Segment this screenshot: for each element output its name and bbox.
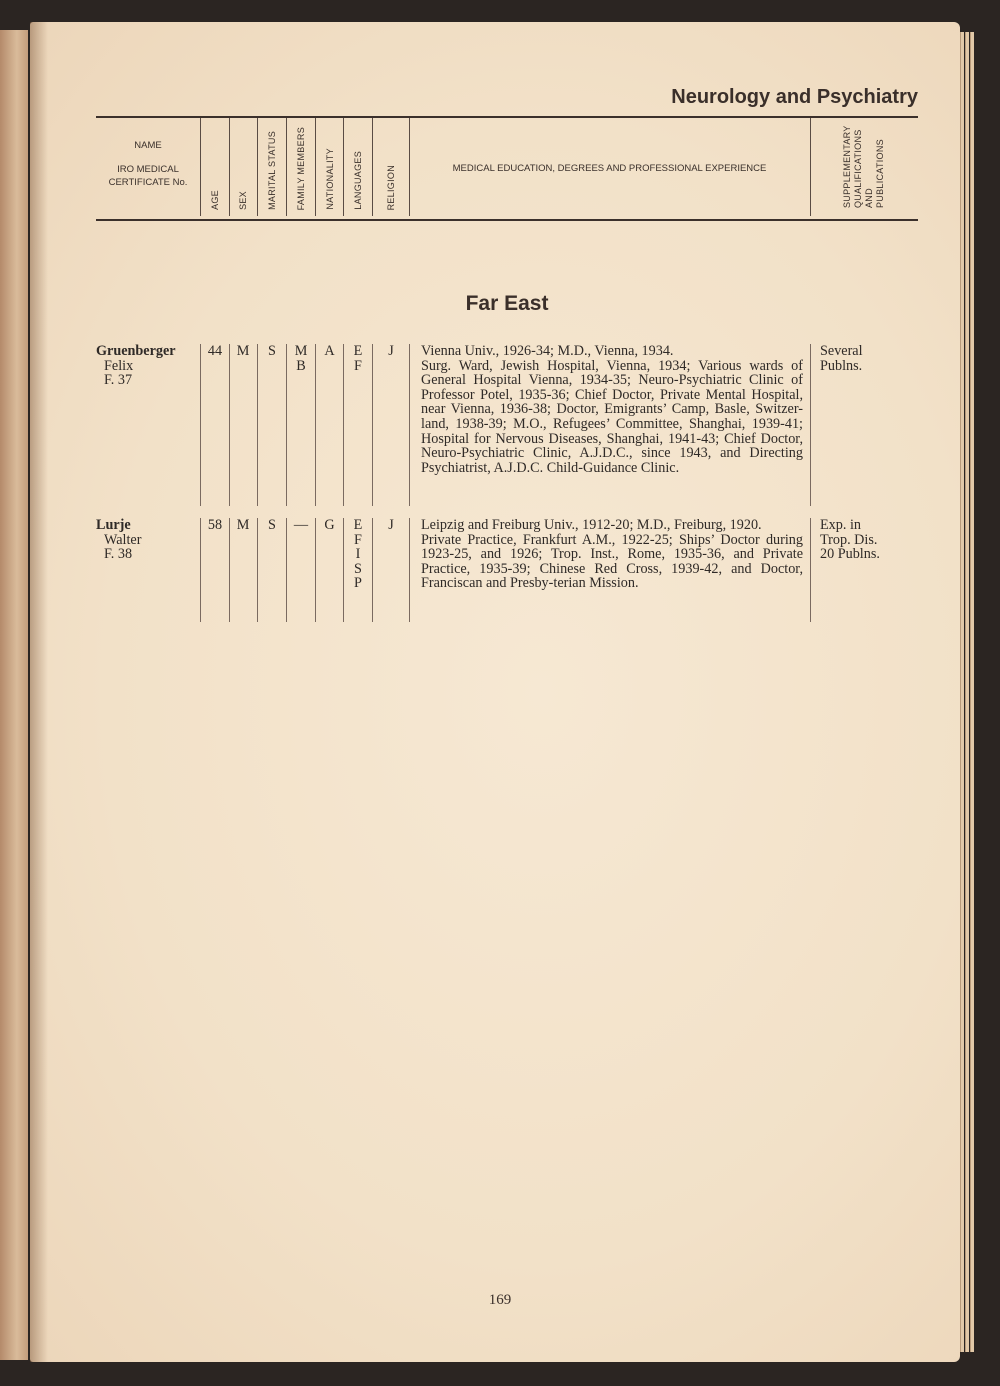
book-page	[30, 22, 960, 1362]
supplementary-line: Publns.	[820, 357, 863, 374]
header-supplementary-label: SUPPLEMENTARY QUALIFICATIONS AND PUBLICATIONS	[842, 125, 885, 208]
running-head: Neurology and Psychiatry	[671, 86, 918, 108]
supplementary-line: Several	[820, 343, 863, 359]
education-cell	[421, 344, 803, 475]
supplementary-line: Trop. Dis.	[820, 531, 878, 548]
language-code: E	[353, 517, 363, 533]
column-header-marital-status	[258, 118, 287, 216]
family-cell	[287, 518, 316, 622]
page-stack-edge	[960, 32, 964, 1352]
facing-page-edge	[0, 30, 28, 1360]
page-gutter-shadow	[30, 22, 48, 1362]
nationality-cell: A	[316, 344, 344, 506]
header-name-label: NAME	[134, 140, 162, 151]
supplementary-line: Exp. in	[820, 517, 861, 533]
supplementary-cell	[820, 344, 915, 373]
given-name: Walter	[104, 531, 142, 548]
supplementary-line: 20 Publns.	[820, 546, 880, 563]
language-code: F	[354, 531, 362, 548]
column-header-family-members	[287, 118, 316, 216]
column-header-languages	[344, 118, 373, 216]
education-paragraph: Vienna Univ., 1926-34; M.D., Vienna, 1934.	[421, 343, 674, 359]
family-code: B	[296, 357, 306, 374]
table-row	[96, 518, 918, 622]
header-age-label: AGE	[210, 190, 220, 210]
header-iro-label: IRO MEDICAL	[117, 164, 179, 175]
page-stack-edge	[965, 32, 969, 1352]
header-certificate-label: CERTIFICATE No.	[108, 177, 188, 188]
languages-cell	[344, 518, 373, 622]
education-paragraph: Surg. Ward, Jewish Hospital, Vienna, 1934; Various wards of General Hospital Vienna, 1934-35; Neuro-Psychiatric Clinic of Professor Potel, 1935-36; Chief Doctor, Private Mental Hospital, near Vienna, 1936-38; Doctor, Emigrants’ Camp, Basle, Switzer-land, 1938-39; M.O., Refugees’ Committee, Shanghai, 1939-41; Hospital for Nervous Diseases, Shanghai, 1941-43; Chief Doctor, Neuro-Psychiatric Clinic, A.J.D.C., since 1943, and Directing Psychiatrist, A.J.D.C. Child-Guidance Clinic.	[421, 357, 803, 476]
column-header-sex	[229, 118, 258, 216]
religion-cell: J	[373, 518, 410, 622]
religion-cell: J	[373, 344, 410, 506]
surname: Gruenberger	[96, 343, 176, 359]
sex-cell: M	[229, 344, 258, 506]
column-header-age	[200, 118, 230, 216]
name-cell	[96, 344, 196, 388]
header-languages-label: LANGUAGES	[353, 151, 363, 210]
column-header-supplementary	[810, 118, 918, 216]
table-row	[96, 344, 918, 506]
name-cell	[96, 518, 196, 562]
language-code: P	[354, 575, 362, 592]
section-title: Far East	[465, 292, 549, 315]
page-number: 169	[488, 1292, 512, 1308]
certificate-number: F. 37	[104, 372, 133, 389]
family-code: —	[293, 517, 309, 533]
page-stack-edge	[970, 32, 974, 1352]
surname: Lurje	[96, 517, 131, 533]
header-family-label: FAMILY MEMBERS	[296, 126, 306, 210]
language-code: F	[354, 357, 362, 374]
header-bottom-rule	[96, 219, 918, 221]
nationality-cell: G	[316, 518, 344, 622]
languages-cell	[344, 344, 373, 506]
header-religion-label: RELIGION	[386, 164, 396, 210]
education-paragraph: Private Practice, Frankfurt A.M., 1922-25; Ships’ Doctor during 1923-25, and 1926; Trop. Inst., Rome, 1935-36, and Private Practice, 1935-39; Chinese Red Cross, 1939-42, and Doctor, Franciscan and Presby-terian Mission.	[421, 531, 803, 592]
header-sex-label: SEX	[238, 191, 248, 210]
column-header-name-cell	[96, 118, 201, 216]
header-marital-label: MARITAL STATUS	[267, 131, 277, 210]
given-name: Felix	[104, 357, 134, 374]
education-cell	[421, 518, 803, 591]
age-cell: 44	[200, 344, 230, 506]
supplementary-cell	[820, 518, 915, 562]
header-education-label: MEDICAL EDUCATION, DEGREES AND PROFESSIONAL EXPERIENCE	[452, 163, 767, 174]
education-paragraph: Leipzig and Freiburg Univ., 1912-20; M.D., Freiburg, 1920.	[421, 517, 762, 533]
language-code: E	[353, 343, 363, 359]
header-nationality-label: NATIONALITY	[324, 148, 335, 210]
column-header-religion	[373, 118, 410, 216]
sex-cell: M	[229, 518, 258, 622]
age-cell: 58	[200, 518, 230, 622]
marital-cell: S	[258, 344, 287, 506]
family-cell	[287, 344, 316, 506]
column-header-nationality	[316, 118, 344, 216]
family-code: M	[294, 343, 308, 359]
language-code: I	[355, 546, 361, 563]
marital-cell: S	[258, 518, 287, 622]
language-code: S	[354, 560, 362, 577]
certificate-number: F. 38	[104, 546, 133, 563]
